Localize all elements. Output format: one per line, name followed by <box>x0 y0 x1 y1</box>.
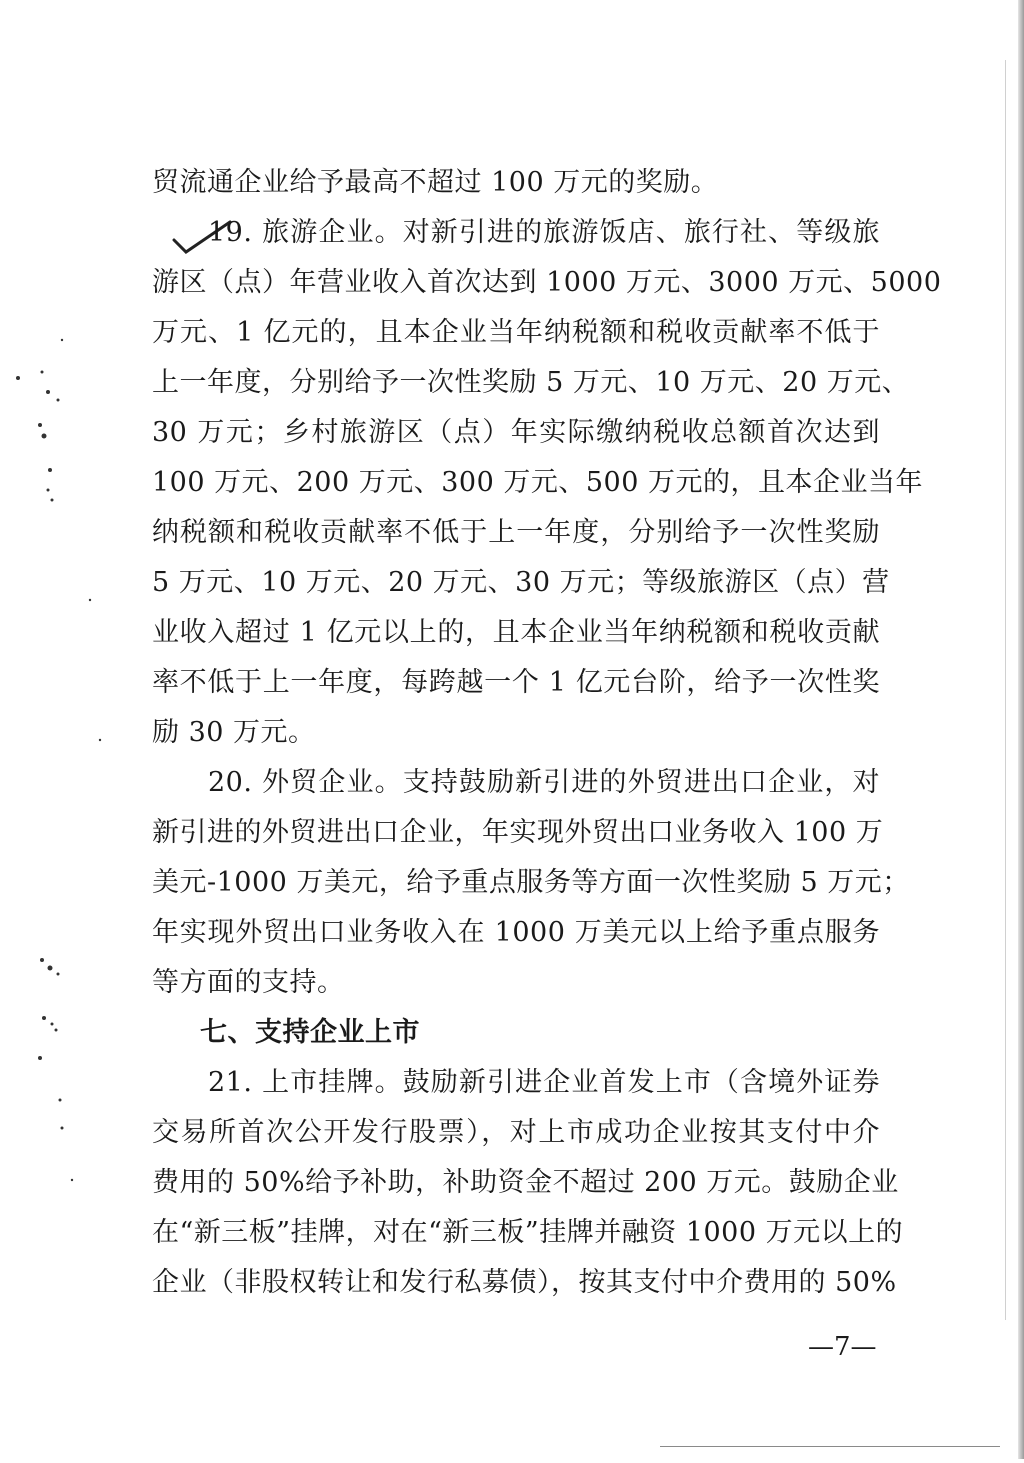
text-line: 19. 旅游企业。对新引进的旅游饭店、旅行社、等级旅 <box>208 217 880 248</box>
text-line: 业收入超过 1 亿元以上的，且本企业当年纳税额和税收贡献 <box>152 617 880 648</box>
section-heading: 七、支持企业上市 <box>200 1017 420 1048</box>
text-line: 交易所首次公开发行股票），对上市成功企业按其支付中介 <box>152 1117 880 1148</box>
text-line: 20. 外贸企业。支持鼓励新引进的外贸进出口企业，对 <box>208 767 880 798</box>
text-line: 励 30 万元。 <box>152 717 316 748</box>
text-line: 21. 上市挂牌。鼓励新引进企业首发上市（含境外证券 <box>208 1067 880 1098</box>
scan-fold-line <box>1005 60 1006 1320</box>
text-line: 等方面的支持。 <box>152 967 345 998</box>
text-line: 费用的 50%给予补助，补助资金不超过 200 万元。鼓励企业 <box>152 1167 899 1198</box>
text-line: 率不低于上一年度，每跨越一个 1 亿元台阶，给予一次性奖 <box>152 667 880 698</box>
text-line: 上一年度，分别给予一次性奖励 5 万元、10 万元、20 万元、 <box>152 367 910 398</box>
page-number: —7— <box>808 1332 877 1362</box>
scan-bottom-line <box>660 1446 1000 1447</box>
text-line: 游区（点）年营业收入首次达到 1000 万元、3000 万元、5000 <box>152 267 942 298</box>
scan-right-edge <box>1018 0 1024 1459</box>
text-line: 新引进的外贸进出口企业，年实现外贸出口业务收入 100 万 <box>152 817 884 848</box>
text-line: 万元、1 亿元的，且本企业当年纳税额和税收贡献率不低于 <box>152 317 880 348</box>
text-line: 贸流通企业给予最高不超过 100 万元的奖励。 <box>152 167 719 198</box>
scan-specks <box>0 0 140 1459</box>
text-line: 30 万元；乡村旅游区（点）年实际缴纳税收总额首次达到 <box>152 417 880 448</box>
text-line: 年实现外贸出口业务收入在 1000 万美元以上给予重点服务 <box>152 917 880 948</box>
text-line: 100 万元、200 万元、300 万元、500 万元的，且本企业当年 <box>152 467 923 498</box>
body-text <box>152 158 942 1308</box>
text-line: 企业（非股权转让和发行私募债），按其支付中介费用的 50% <box>152 1267 897 1298</box>
text-line: 5 万元、10 万元、20 万元、30 万元；等级旅游区（点）营 <box>152 567 890 598</box>
text-line: 美元-1000 万美元，给予重点服务等方面一次性奖励 5 万元； <box>152 867 910 898</box>
text-line: 纳税额和税收贡献率不低于上一年度，分别给予一次性奖励 <box>152 517 880 548</box>
text-line: 在“新三板”挂牌，对在“新三板”挂牌并融资 1000 万元以上的 <box>152 1217 904 1248</box>
